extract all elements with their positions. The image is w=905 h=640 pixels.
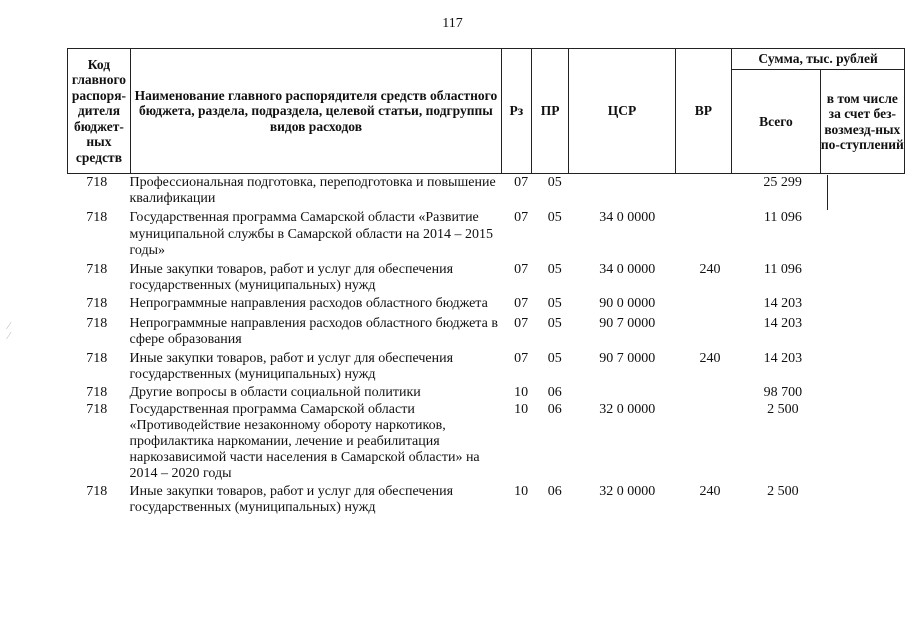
cell-pr: 06 [547,401,562,417]
cell-vr: 240 [699,262,721,278]
data-table [67,175,905,516]
page-number: 117 [442,16,463,31]
cell-total: 98 700 [763,385,803,401]
cell-incl [827,296,905,315]
cell-code: 718 [86,401,108,417]
cell-total: 11 096 [763,262,802,278]
header-vr: ВР [675,49,732,174]
cell-rz: 10 [514,385,529,401]
table-header [67,48,905,174]
cell-name: Другие вопросы в области социальной политики [129,385,421,401]
cell-rz: 07 [514,296,529,312]
cell-name: Непрограммные направления расходов областного бюджета в сфере образования [129,315,498,347]
cell-vr [681,175,739,210]
scan-mark: ⁄ ⁄ [8,321,10,342]
cell-vr [681,402,739,484]
cell-total: 2 500 [767,483,799,499]
cell-incl [827,316,905,351]
header-sum-title: Сумма, тыс. рублей [732,49,905,70]
cell-vr [681,385,739,401]
cell-csr [573,385,681,401]
cell-incl [827,175,905,210]
cell-incl [827,351,905,385]
table-row [67,484,905,516]
cell-rz: 07 [514,262,529,278]
cell-total: 25 299 [763,175,802,190]
cell-rz: 10 [514,401,529,417]
cell-csr: 90 7 0000 [599,351,656,367]
cell-vr [681,316,739,351]
cell-code: 718 [86,175,108,190]
cell-csr: 90 7 0000 [599,315,656,331]
header-name: Наименование главного распорядителя средств областного бюджета, раздела, подраздела, целевой статьи, подгруппы видов расходов [130,49,501,174]
cell-incl [827,262,905,296]
header-csr: ЦСР [569,49,675,174]
cell-csr: 34 0 0000 [599,210,656,226]
cell-code: 718 [86,385,108,401]
header-code: Код главного распоря-дителя бюджет-ных средств [68,49,131,174]
cell-rz: 07 [514,315,529,331]
header-pr: ПР [531,49,569,174]
cell-pr: 05 [547,351,562,367]
cell-pr: 05 [547,210,562,226]
cell-csr: 32 0 0000 [599,483,656,499]
cell-code: 718 [86,296,108,312]
table-row [67,175,905,210]
cell-vr [681,296,739,315]
cell-pr: 06 [547,483,562,499]
cell-pr: 05 [547,296,562,312]
cell-code: 718 [86,262,108,278]
table-row [67,351,905,385]
header-total: Всего [732,70,820,174]
table-row [67,210,905,262]
table-row [67,385,905,401]
cell-csr [573,175,681,210]
cell-name: Непрограммные направления расходов областного бюджета [129,296,488,312]
cell-total: 14 203 [763,315,803,331]
table-row [67,402,905,484]
cell-total: 14 203 [763,351,803,367]
header-incl: в том числе за счет без-возмезд-ных по-ступлений [820,70,904,174]
cell-rz: 07 [514,351,529,367]
cell-incl [827,385,905,401]
cell-total: 14 203 [763,296,803,312]
cell-rz: 07 [514,175,529,190]
cell-incl [827,402,905,484]
cell-csr: 32 0 0000 [599,401,656,417]
cell-name: Иные закупки товаров, работ и услуг для обеспечения государственных (муниципальных) нужд [129,351,454,383]
cell-code: 718 [86,351,108,367]
cell-rz: 07 [514,210,529,226]
cell-name: Иные закупки товаров, работ и услуг для обеспечения государственных (муниципальных) нужд [129,262,454,294]
cell-pr: 05 [547,262,562,278]
cell-pr: 05 [547,315,562,331]
cell-rz: 10 [514,483,529,499]
table-row [67,296,905,315]
cell-pr: 06 [547,385,562,401]
cell-code: 718 [86,315,108,331]
cell-name: Государственная программа Самарской области «Развитие муниципальной службы в Самарской области на 2014 – 2015 годы» [129,210,493,258]
cell-name: Профессиональная подготовка, переподготовка и повышение квалификации [129,175,496,207]
cell-pr: 05 [547,175,562,190]
cell-vr: 240 [699,483,721,499]
cell-csr: 90 0 0000 [599,296,656,312]
table-row [67,316,905,351]
cell-incl [827,484,905,516]
cell-vr [681,210,739,262]
cell-total: 2 500 [767,401,799,417]
header-rz: Рз [501,49,531,174]
cell-vr: 240 [699,351,721,367]
cell-csr: 34 0 0000 [599,262,656,278]
cell-code: 718 [86,210,108,226]
cell-name: Государственная программа Самарской области «Противодействие незаконному обороту наркотиков, профилактика наркомании, лечение и реабилитация наркозависимой части населения в Самарской области» на 2014 – 2020 годы [129,401,480,482]
cell-incl [827,210,905,262]
cell-name: Иные закупки товаров, работ и услуг для обеспечения государственных (муниципальных) нужд [129,483,454,515]
cell-total: 11 096 [763,210,802,226]
cell-code: 718 [86,483,108,499]
table-row [67,262,905,296]
